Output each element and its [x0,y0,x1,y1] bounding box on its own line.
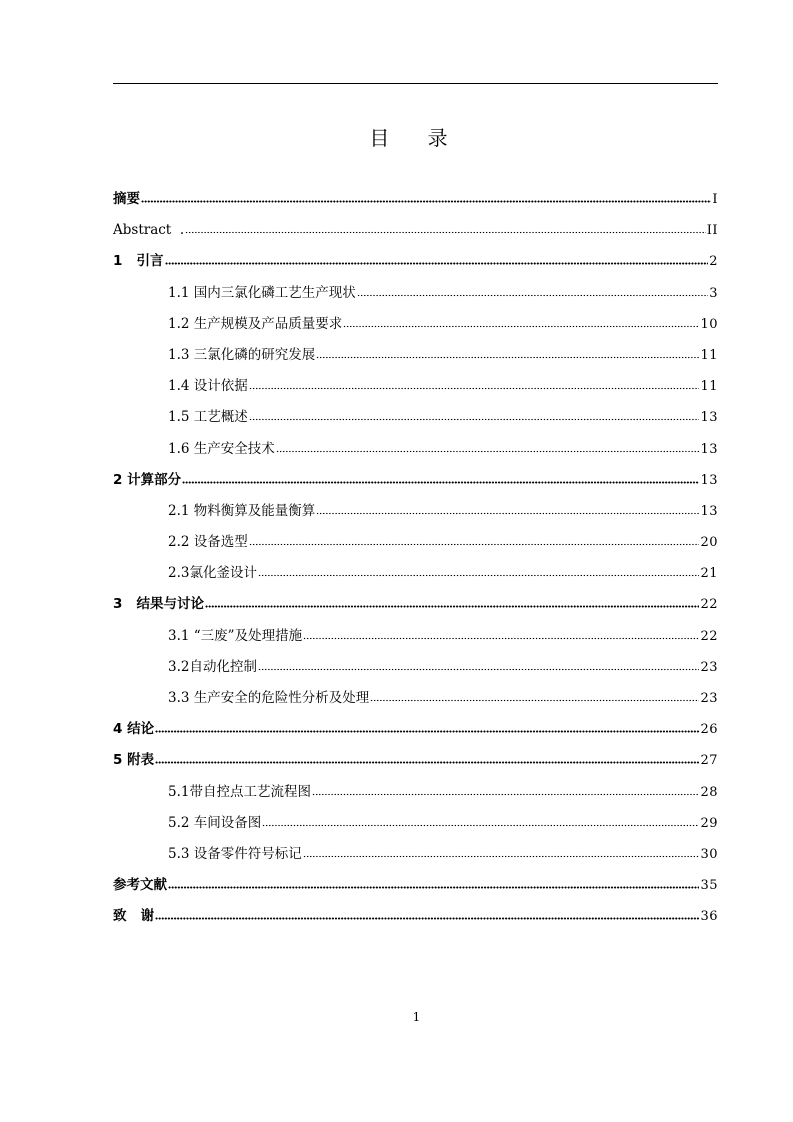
toc-entry-page: 22 [700,597,718,613]
toc-entry[interactable] [113,904,718,935]
toc-entry-page: 11 [700,347,718,363]
header-rule [113,83,718,84]
toc-dot-leader [303,844,700,858]
toc-entry-page: 3 [709,285,718,301]
toc-entry-page: 21 [700,566,718,582]
toc-entry-label: 2.1 物料衡算及能量衡算 [168,502,316,519]
toc-entry-page: 13 [700,472,718,488]
toc-dot-leader [168,875,699,889]
toc-dot-leader [249,376,700,390]
table-of-contents [113,187,718,936]
toc-entry[interactable] [113,499,718,530]
toc-entry-page: 10 [700,316,718,332]
toc-entry-page: 36 [700,909,718,925]
toc-entry-label: 1.2 生产规模及产品质量要求 [168,315,343,332]
toc-dot-leader [258,563,699,577]
toc-entry-label: 参考文献 [113,877,167,894]
toc-entry-page: 20 [700,535,718,551]
toc-entry-label: 2 计算部分 [113,471,182,488]
toc-dot-leader [249,532,700,546]
toc-entry-page: 2 [709,254,718,270]
toc-entry-label: 4 结论 [113,721,155,738]
toc-entry-label: 致 谢 [113,908,155,925]
page-title: 目 录 [369,126,464,150]
toc-dot-leader [276,439,700,453]
toc-entry-page: 35 [700,878,718,894]
toc-entry-page: 26 [700,722,718,738]
toc-entry-page: 13 [700,503,718,519]
toc-entry[interactable] [113,780,718,811]
toc-entry[interactable] [113,624,718,655]
toc-dot-leader [249,407,700,421]
toc-entry-page: 13 [700,410,718,426]
toc-entry[interactable] [113,748,718,779]
toc-entry-page: 13 [700,441,718,457]
toc-entry-page: 23 [700,691,718,706]
toc-dot-leader [155,750,699,764]
toc-entry-label: 1.4 设计依据 [168,378,248,395]
toc-dot-leader [262,813,699,827]
toc-entry-label: Abstract . [113,222,185,239]
toc-dot-leader [205,594,699,608]
toc-dot-leader [370,688,699,702]
toc-dot-leader [303,626,699,640]
toc-entry-label: 2.3氯化釜设计 [168,565,257,582]
toc-entry[interactable] [113,873,718,904]
toc-entry-label: 3.3 生产安全的危险性分析及处理 [168,690,370,706]
toc-dot-leader [141,189,711,203]
toc-entry-label: 1.5 工艺概述 [168,409,248,426]
toc-entry[interactable] [113,655,718,686]
toc-entry-page: 23 [700,659,718,675]
toc-entry[interactable] [113,842,718,873]
toc-entry-label: 3 结果与讨论 [113,596,204,613]
toc-dot-leader [182,470,699,484]
toc-entry[interactable] [113,343,718,374]
page-number: 1 [412,1010,421,1024]
toc-entry-label: 5 附表 [113,752,155,769]
toc-entry[interactable] [113,561,718,592]
toc-entry-label: 5.2 车间设备图 [168,814,262,831]
toc-entry[interactable] [113,592,718,623]
toc-dot-leader [312,782,699,796]
toc-entry-label: 2.2 设备选型 [168,534,248,551]
toc-entry-label: 1 引言 [113,253,164,270]
toc-entry-label: 5.1带自控点工艺流程图 [168,783,311,800]
toc-entry[interactable] [113,312,718,343]
toc-entry-label: 1.6 生产安全技术 [168,440,275,457]
toc-entry-page: 28 [700,784,718,800]
toc-entry[interactable] [113,686,718,717]
toc-dot-leader [316,345,699,359]
toc-dot-leader [316,501,699,515]
toc-entry[interactable] [113,468,718,499]
toc-entry[interactable] [113,437,718,468]
toc-entry-label: 1.1 国内三氯化磷工艺生产现状 [168,284,356,301]
toc-entry-label: 3.1 “三废”及处理措施 [168,627,303,644]
toc-entry[interactable] [113,811,718,842]
toc-dot-leader [258,657,699,671]
toc-entry[interactable] [113,281,718,312]
toc-entry[interactable] [113,530,718,561]
toc-dot-leader [155,719,699,733]
toc-entry-page: 11 [700,379,718,395]
toc-entry-label: 5.3 设备零件符号标记 [168,845,302,862]
toc-entry-page: I [712,192,718,207]
toc-dot-leader [343,314,699,328]
toc-entry-page: 29 [700,815,718,831]
toc-entry[interactable] [113,218,718,249]
toc-entry[interactable] [113,374,718,405]
toc-entry[interactable] [113,405,718,436]
toc-entry-label: 3.2自动化控制 [168,658,257,675]
toc-entry-label: 摘要 [113,191,140,207]
toc-dot-leader [165,251,709,265]
toc-entry-page: II [706,223,718,239]
toc-dot-leader [185,220,706,234]
toc-entry-page: 22 [700,628,718,644]
toc-entry-label: 1.3 三氯化磷的研究发展 [168,346,316,363]
toc-entry[interactable] [113,717,718,748]
toc-dot-leader [155,906,699,920]
toc-entry[interactable] [113,187,718,218]
toc-entry-page: 30 [700,846,718,862]
toc-dot-leader [357,283,708,297]
toc-entry-page: 27 [700,753,718,769]
toc-entry[interactable] [113,249,718,280]
